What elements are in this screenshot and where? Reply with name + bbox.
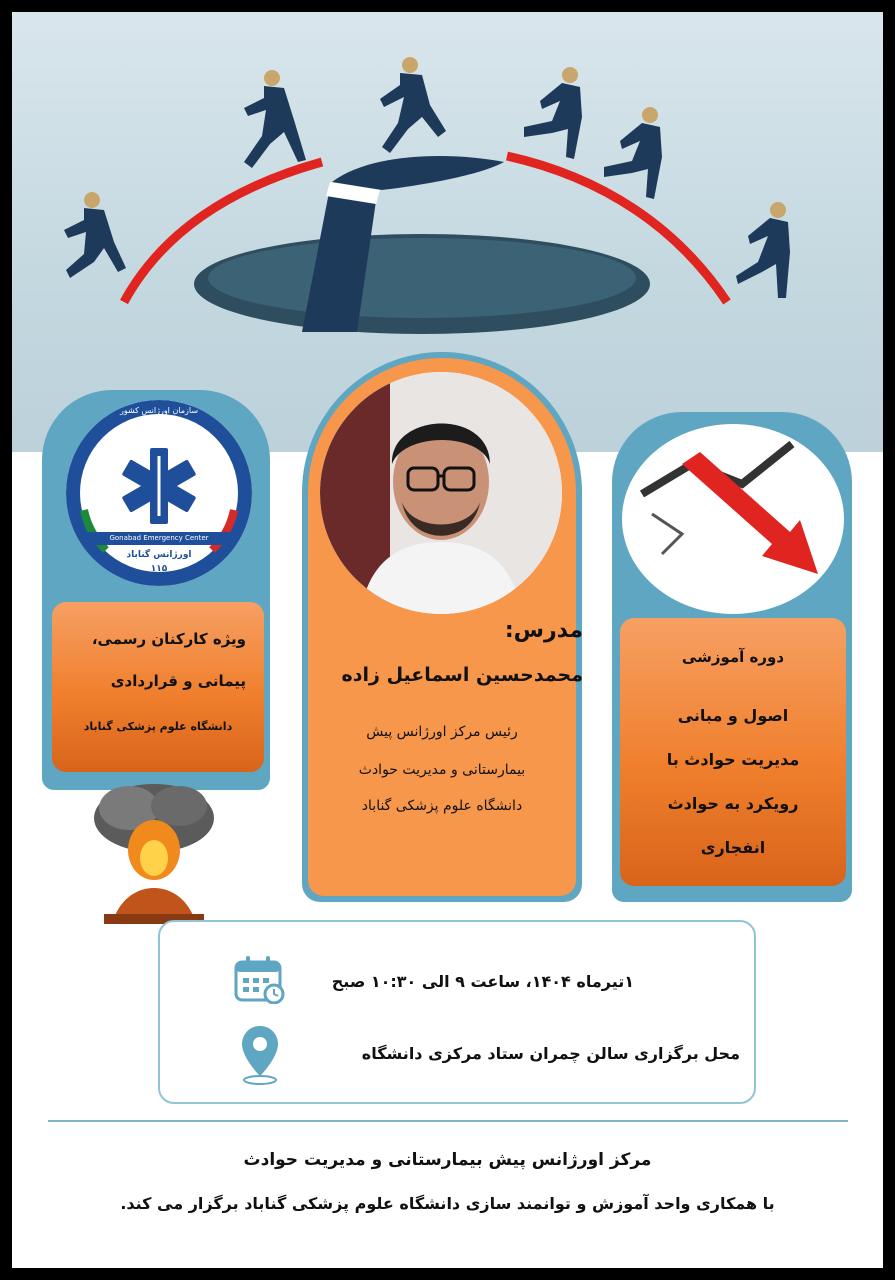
instructor-desc-3: دانشگاه علوم پزشکی گناباد — [361, 798, 523, 814]
emergency-logo — [66, 400, 252, 586]
hole-inner — [208, 238, 636, 318]
audience-line-1: ویژه کارکنان رسمی، — [91, 630, 246, 648]
audience-box — [52, 602, 264, 772]
poster — [12, 12, 883, 1268]
event-info-box — [158, 920, 756, 1104]
instructor-photo — [320, 372, 562, 614]
calendar-icon — [234, 954, 286, 1004]
footer-line-1: مرکز اورژانس پیش بیمارستانی و مدیریت حوادث — [243, 1150, 652, 1170]
instructor-label: مدرس: — [504, 618, 583, 643]
course-title-3: رویکرد به حوادث — [667, 794, 799, 813]
event-date-time: ۱تیرماه ۱۴۰۴، ساعت ۹ الی ۱۰:۳۰ صبح — [331, 972, 634, 991]
runner-3 — [380, 57, 446, 153]
instructor-desc-1: رئیس مرکز اورژانس پیش — [366, 724, 518, 740]
footer-line-2: با همکاری واحد آموزش و توانمند سازی دانشگاه علوم پزشکی گناباد برگزار می کند. — [120, 1194, 775, 1213]
map-pin-icon — [238, 1024, 282, 1086]
logo-top-text: سازمان اورژانس کشور — [119, 406, 199, 415]
runner-2 — [244, 70, 306, 168]
runner-4 — [524, 67, 582, 159]
logo-en-text: Gonabad Emergency Center — [84, 532, 234, 545]
audience-line-3: دانشگاه علوم پزشکی گناباد — [83, 720, 233, 733]
course-title-1: اصول و مبانی — [677, 706, 789, 725]
event-location: محل برگزاری سالن چمران ستاد مرکزی دانشگاه — [361, 1044, 740, 1063]
instructor-desc-2: بیمارستانی و مدیریت حوادث — [358, 762, 526, 778]
course-label: دوره آموزشی — [681, 648, 785, 666]
logo-bottom-text: اورژانس گناباد — [126, 550, 192, 560]
downtrend-graphic — [622, 424, 844, 614]
audience-line-2: پیمانی و قراردادی — [110, 672, 246, 690]
instructor-name: محمدحسین اسماعیل زاده — [341, 664, 583, 686]
footer-divider — [48, 1120, 848, 1122]
logo-number: ۱۱۵ — [150, 564, 168, 574]
runner-1 — [64, 192, 126, 278]
explosion-image — [74, 778, 232, 928]
downtrend-image — [622, 424, 844, 614]
course-title-4: انفجاری — [700, 838, 766, 857]
runner-6 — [736, 202, 790, 298]
course-box — [620, 618, 846, 886]
portrait — [320, 372, 562, 614]
course-title-2: مدیریت حوادث با — [666, 750, 800, 769]
runner-5 — [604, 107, 662, 199]
star-of-life-icon — [122, 448, 197, 524]
hand-palm — [332, 156, 504, 190]
